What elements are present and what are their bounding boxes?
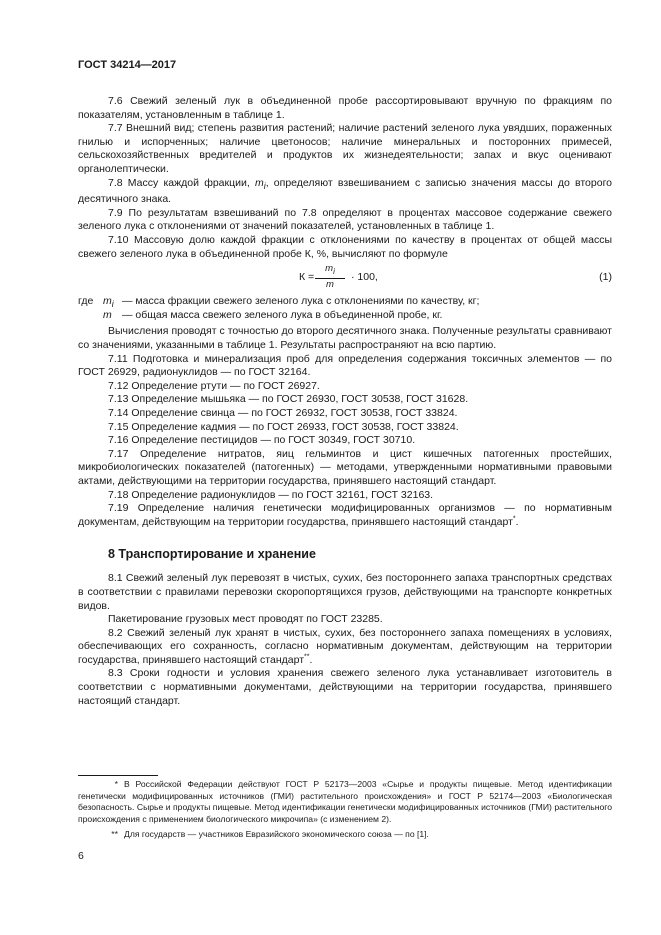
formula-numerator-var: m xyxy=(325,263,334,275)
clause-7-16: 7.16 Определение пестицидов — по ГОСТ 30349, ГОСТ 30710. xyxy=(108,434,416,447)
clause-8-2 xyxy=(78,627,612,668)
footnote-2-text: Для государств — участников Евразийского экономического союза — по [1]. xyxy=(124,829,429,839)
section-8-title: 8 Транспортирование и хранение xyxy=(108,547,316,562)
clause-7-12: 7.12 Определение ртути — по ГОСТ 26927. xyxy=(108,379,320,392)
footnote-1-text: В Российской Федерации действуют ГОСТ Р 52173—2003 «Сырье и продукты пищевые. Метод идентификации генетически модифицированных источников (ГМИ) растительного происхождения» и ГОСТ Р 52174—2003 «Биологическая безопасность. Сырье и продукты пищевые. Метод идентификации генетически модифицированных источников (ГМИ) растительного происхождения с применением биологического микрочипа» (с изменением 2). xyxy=(78,779,612,824)
clause-8-2-end: . xyxy=(309,653,313,666)
clause-7-19 xyxy=(78,502,612,529)
clause-7-8 xyxy=(78,177,612,207)
formula-fraction xyxy=(315,263,345,291)
calculation-note: Вычисления проводят с точностью до второго десятичного знака. Полученные результаты сравнивают со значениями, указанными в таблице 1. Результаты распространяют на всю партию. xyxy=(78,325,612,351)
standard-code-header: ГОСТ 34214—2017 xyxy=(78,59,177,71)
where-desc-2: — общая масса свежего зеленого лука в объединенной пробе, кг. xyxy=(122,308,443,321)
where-intro: где xyxy=(78,295,94,308)
formula-numerator-sub: i xyxy=(333,267,335,277)
clause-7-8-text-a: 7.8 Массу каждой фракции, xyxy=(108,176,255,189)
formula-denominator: m xyxy=(326,279,334,291)
clause-7-14: 7.14 Определение свинца — по ГОСТ 26932, ГОСТ 30538, ГОСТ 33824. xyxy=(108,406,458,419)
where-line-2 xyxy=(78,309,612,323)
clause-7-10: 7.10 Массовую долю каждой фракции с отклонениями по качеству в процентах от общей массы свежего зеленого лука в объединенной пробе К, %, вычисляют по формуле xyxy=(78,234,612,260)
formula-number: (1) xyxy=(599,271,612,284)
clause-7-13: 7.13 Определение мышьяка — по ГОСТ 26930, ГОСТ 30538, ГОСТ 31628. xyxy=(108,393,469,406)
clause-7-19-end: . xyxy=(515,515,519,528)
clause-7-11: 7.11 Подготовка и минерализация проб для определения содержания токсичных элементов — по ГОСТ 26929, радионуклидов — по ГОСТ 32164. xyxy=(78,352,612,379)
footnote-1-mark: * xyxy=(114,779,118,789)
footnote-2-mark: ** xyxy=(111,829,118,839)
clause-7-17: 7.17 Определение нитратов, яиц гельминтов и цист кишечных патогенных простейших, микробиологических показателей (патогенных) — методами, утвержденными нормативными правовыми актами, действующими на территории государства, принявшего настоящий стандарт. xyxy=(78,447,612,487)
footnote-ref-1: * xyxy=(512,515,516,523)
footnote-1 xyxy=(78,779,612,825)
page-number: 6 xyxy=(78,850,84,862)
clause-7-18: 7.18 Определение радионуклидов — по ГОСТ 32161, ГОСТ 32163. xyxy=(108,488,434,501)
where-var-1-symbol: m xyxy=(103,295,112,308)
clause-7-6: 7.6 Свежий зеленый лук в объединенной пробе рассортировывают вручную по фракциям по показателям, установленным в таблице 1. xyxy=(78,95,612,121)
clause-7-19-text: 7.19 Определение наличия генетически модифицированных организмов — по нормативным документам, действующим на территории государства, принявшего настоящий стандарт xyxy=(78,502,612,528)
document-body xyxy=(78,95,612,708)
footnote-separator xyxy=(78,775,158,776)
footnote-2 xyxy=(78,829,612,841)
formula-rhs: · 100, xyxy=(351,271,378,284)
clause-8-1-packaging: Пакетирование грузовых мест проводят по ГОСТ 23285. xyxy=(108,613,383,626)
clause-7-8-variable: m xyxy=(254,176,264,189)
clause-7-7: 7.7 Внешний вид; степень развития растений; наличие растений зеленого лука увядших, пораженных гнилью и испорченных; наличие цветоносов; наличие минеральных и посторонних примесей, сельскохозяйственных вредителей и продуктов их жизнедеятельности; запах и вкус оценивают органолептически. xyxy=(78,122,612,175)
clause-7-8-text-b: , определяют взвешиванием с записью значения массы до второго десятичного знака. xyxy=(78,176,613,206)
clause-7-9: 7.9 По результатам взвешиваний по 7.8 определяют в процентах массовое содержание свежего зеленого лука с отклонениями от значений показателей, установленных в таблице 1. xyxy=(78,206,612,233)
where-desc-1: — масса фракции свежего зеленого лука с отклонениями по качеству, кг; xyxy=(122,295,480,308)
clause-7-15: 7.15 Определение кадмия — по ГОСТ 26933, ГОСТ 30538, ГОСТ 33824. xyxy=(108,420,459,433)
clause-8-3: 8.3 Сроки годности и условия хранения свежего зеленого лука устанавливает изготовитель в соответствии с нормативными документами, действующими на территории государства, принявшего настоящий стандарт. xyxy=(78,667,612,707)
formula-numerator xyxy=(315,263,345,279)
where-var-1-sub: i xyxy=(111,299,114,310)
clause-7-8-subscript: i xyxy=(263,180,266,191)
footnote-ref-2: ** xyxy=(304,653,310,661)
clause-8-2-text: 8.2 Свежий зеленый лук хранят в чистых, сухих, без постороннего запаха помещениях в условиях, обеспечивающих его сохранность, согласно нормативным документам, действующим на территории государства, принявшего настоящий стандарт xyxy=(78,626,612,666)
formula-lhs: К = xyxy=(299,271,315,284)
where-line-1 xyxy=(78,295,612,309)
where-var-2: m xyxy=(103,308,112,321)
formula-1 xyxy=(78,263,612,293)
clause-8-1: 8.1 Свежий зеленый лук перевозят в чистых, сухих, без постороннего запаха транспортных средствах в соответствии с правилами перевозки скоропортящихся грузов, действующими на транспорте конкретных видов. xyxy=(78,572,612,612)
